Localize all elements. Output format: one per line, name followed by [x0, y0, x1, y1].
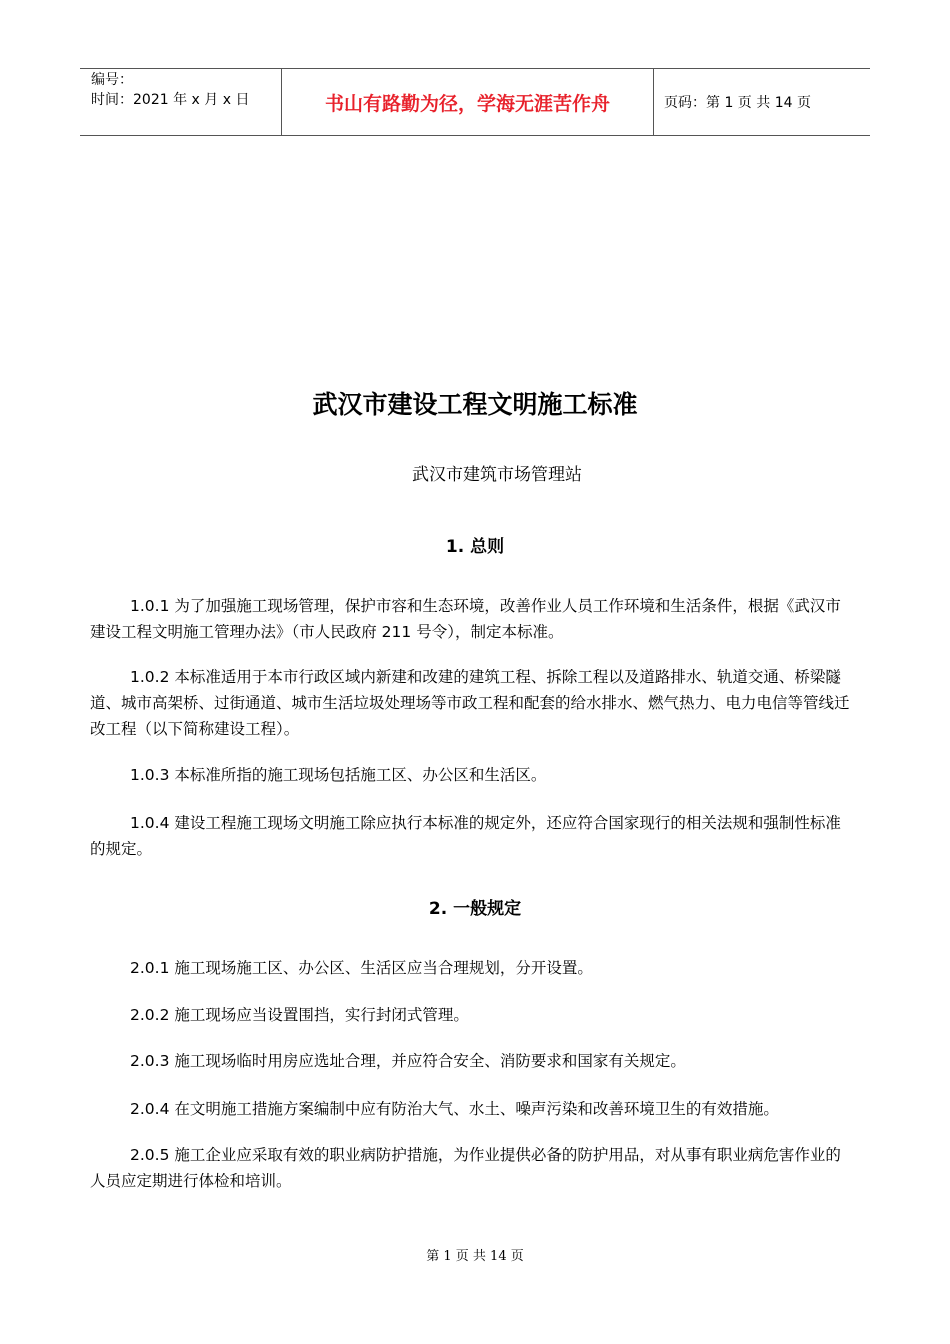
document-title: 武汉市建设工程文明施工标准: [312, 390, 638, 419]
paragraph-2-0-5: 2.0.5 施工企业应采取有效的职业病防护措施，为作业提供必备的防护用品，对从事有职业病危害作业的人员应定期进行体检和培训。: [90, 1146, 841, 1190]
paragraph-1-0-1: 1.0.1 为了加强施工现场管理，保护市容和生态环境，改善作业人员工作环境和生活条件，根据《武汉市建设工程文明施工管理办法》（市人民政府 211 号令），制定本标准。: [90, 597, 841, 641]
paragraph-2-0-2: 2.0.2 施工现场应当设置围挡，实行封闭式管理。: [130, 1006, 469, 1024]
header-page-info: 页码：第 1 页 共 14 页: [664, 95, 811, 111]
page-footer: 第 1 页 共 14 页: [426, 1249, 524, 1264]
document-time-label: 时间：2021 年 x 月 x 日: [91, 92, 250, 108]
section-heading-general: 1. 总则: [445, 537, 505, 557]
paragraph-1-0-3: 1.0.3 本标准所指的施工现场包括施工区、办公区和生活区。: [130, 766, 547, 784]
header-meta: [80, 69, 281, 135]
document-number-label: 编号：: [91, 72, 133, 88]
paragraph-1-0-4: 1.0.4 建设工程施工现场文明施工除应执行本标准的规定外，还应符合国家现行的相关法规和强制性标准的规定。: [90, 814, 841, 858]
paragraph-1-0-2: 1.0.2 本标准适用于本市行政区域内新建和改建的建筑工程、拆除工程以及道路排水、轨道交通、桥梁隧道、城市高架桥、过街通道、城市生活垃圾处理场等市政工程和配套的给水排水、燃气热力、电力电信等管线迁改工程（以下简称建设工程）。: [90, 668, 850, 738]
page-header: [80, 68, 870, 136]
paragraph-2-0-3: 2.0.3 施工现场临时用房应选址合理，并应符合安全、消防要求和国家有关规定。: [130, 1052, 686, 1070]
header-motto: 书山有路勤为径，学海无涯苦作舟: [281, 69, 654, 135]
document-issuer: 武汉市建筑市场管理站: [412, 465, 582, 485]
paragraph-2-0-1: 2.0.1 施工现场施工区、办公区、生活区应当合理规划，分开设置。: [130, 959, 593, 977]
paragraph-2-0-4: 2.0.4 在文明施工措施方案编制中应有防治大气、水土、噪声污染和改善环境卫生的有效措施。: [130, 1100, 779, 1118]
section-heading-general-provisions: 2. 一般规定: [428, 899, 522, 919]
